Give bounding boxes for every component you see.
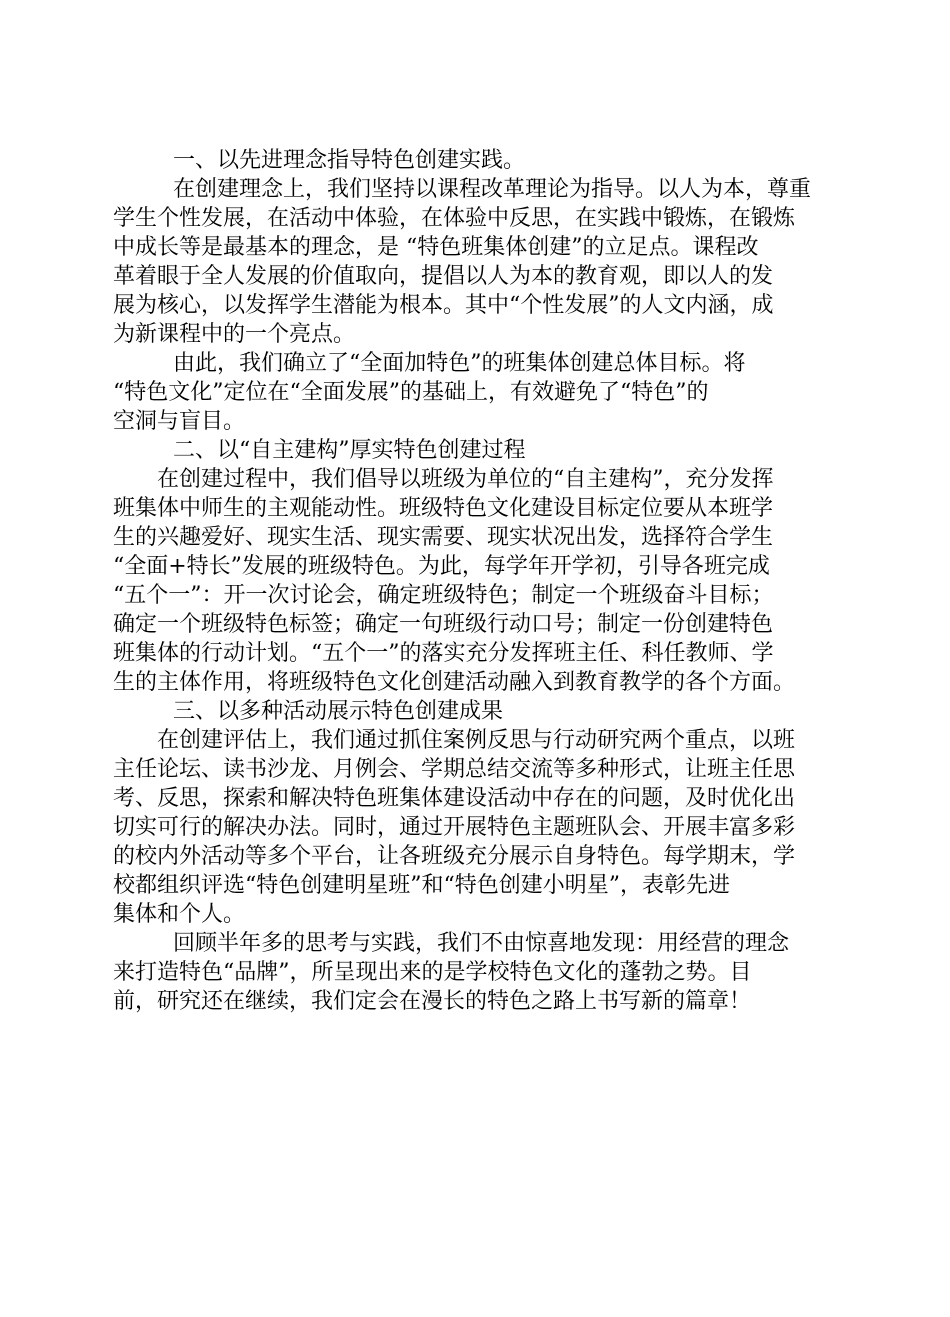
paragraph-line: 学生个性发展，在活动中体验，在体验中反思，在实践中锻炼，在锻炼 bbox=[113, 206, 796, 231]
paragraph-line: 回顾半年多的思考与实践，我们不由惊喜地发现：用经营的理念 bbox=[173, 931, 790, 956]
paragraph-line: 集体和个人。 bbox=[113, 902, 246, 927]
paragraph-line: 空洞与盲目。 bbox=[113, 409, 246, 434]
paragraph-line: 在创建过程中，我们倡导以班级为单位的“自主建构”，充分发挥 bbox=[157, 467, 774, 492]
paragraph-line: “全面+特长”发展的班级特色。为此，每学年开学初，引导各班完成 bbox=[113, 554, 770, 579]
paragraph-line: 由此，我们确立了“全面加特色”的班集体创建总体目标。将 bbox=[173, 351, 746, 376]
paragraph-line: 中成长等是最基本的理念，是 “特色班集体创建”的立足点。课程改 bbox=[113, 235, 759, 260]
section-heading-2: 二、以“自主建构”厚实特色创建过程 bbox=[173, 438, 526, 463]
paragraph-line: 主任论坛、读书沙龙、月例会、学期总结交流等多种形式，让班主任思 bbox=[113, 757, 796, 782]
paragraph-line: 的校内外活动等多个平台，让各班级充分展示自身特色。每学期末，学 bbox=[113, 844, 796, 869]
paragraph-line: 在创建评估上，我们通过抓住案例反思与行动研究两个重点，以班 bbox=[157, 728, 796, 753]
paragraph-line: 考、反思，探索和解决特色班集体建设活动中存在的问题，及时优化出 bbox=[113, 786, 796, 811]
paragraph-line: 生的兴趣爱好、现实生活、现实需要、现实状况出发，选择符合学生 bbox=[113, 525, 774, 550]
paragraph-line: 展为核心，以发挥学生潜能为根本。其中“个性发展”的人文内涵，成 bbox=[113, 293, 774, 318]
document-body bbox=[113, 146, 843, 1016]
paragraph-line: 班集体的行动计划。“五个一”的落实充分发挥班主任、科任教师、学 bbox=[113, 641, 774, 666]
paragraph-line: “五个一”：开一次讨论会，确定班级特色；制定一个班级奋斗目标； bbox=[113, 583, 774, 608]
paragraph-line: 校都组织评选“特色创建明星班”和“特色创建小明星”，表彰先进 bbox=[113, 873, 730, 898]
paragraph-line: 生的主体作用，将班级特色文化创建活动融入到教育教学的各个方面。 bbox=[113, 670, 796, 695]
paragraph-line: “特色文化”定位在“全面发展”的基础上，有效避免了“特色”的 bbox=[113, 380, 709, 405]
section-heading-1: 一、以先进理念指导特色创建实践。 bbox=[173, 148, 526, 173]
paragraph-line: 革着眼于全人发展的价值取向，提倡以人为本的教育观，即以人的发 bbox=[113, 264, 774, 289]
paragraph-line: 前，研究还在继续，我们定会在漫长的特色之路上书写新的篇章！ bbox=[113, 989, 752, 1014]
paragraph-line: 确定一个班级特色标签；确定一句班级行动口号；制定一份创建特色 bbox=[113, 612, 774, 637]
paragraph-line: 在创建理念上，我们坚持以课程改革理论为指导。以人为本，尊重 bbox=[173, 177, 812, 202]
section-heading-3: 三、以多种活动展示特色创建成果 bbox=[173, 699, 504, 724]
paragraph-line: 为新课程中的一个亮点。 bbox=[113, 322, 356, 347]
paragraph-line: 来打造特色“品牌”，所呈现出来的是学校特色文化的蓬勃之势。目 bbox=[113, 960, 752, 985]
paragraph-line: 切实可行的解决办法。同时，通过开展特色主题班队会、开展丰富多彩 bbox=[113, 815, 796, 840]
paragraph-line: 班集体中师生的主观能动性。班级特色文化建设目标定位要从本班学 bbox=[113, 496, 774, 521]
